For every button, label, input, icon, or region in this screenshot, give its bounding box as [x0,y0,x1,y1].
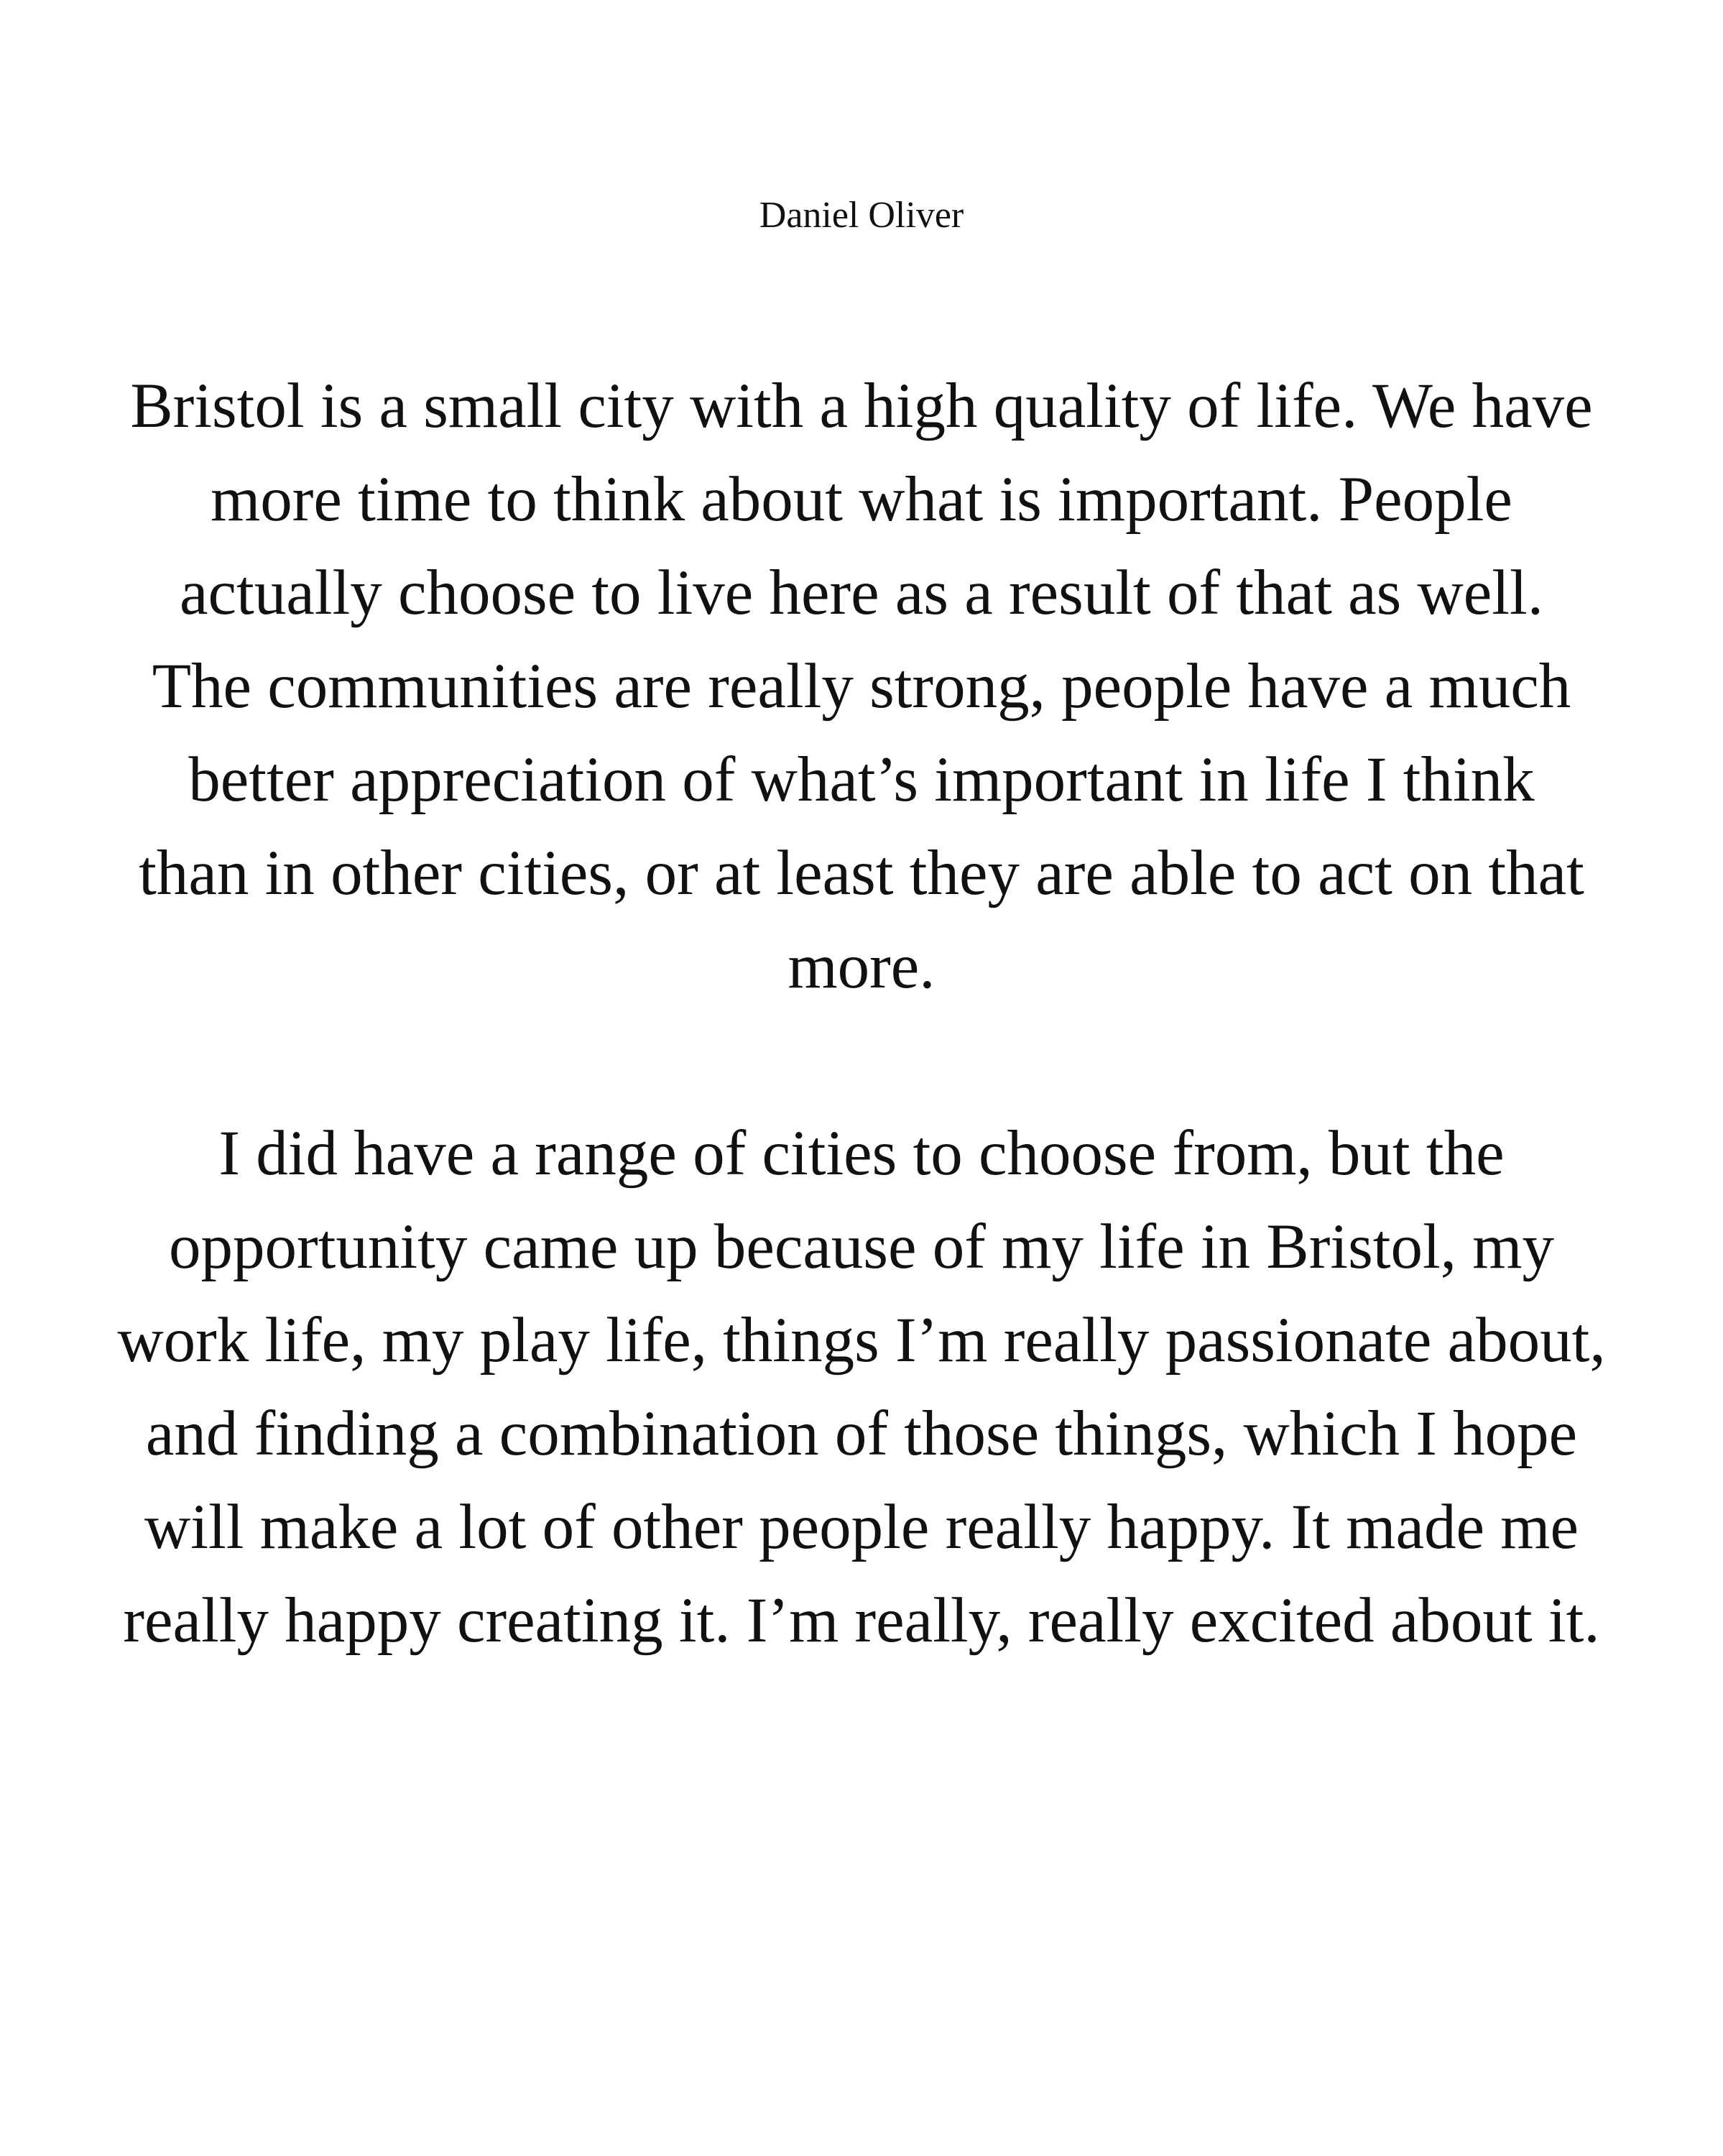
paragraph-line: The communities are really strong, people have a much [152,651,1571,722]
paragraph-line: actually choose to live here as a result of that as well. [180,558,1543,628]
paragraph-line: opportunity came up because of my life in Bristol, my [169,1212,1554,1282]
paragraph-line: will make a lot of other people really happy. It made me [144,1492,1579,1562]
paragraph-line: really happy creating it. I’m really, really excited about it. [123,1585,1600,1656]
paragraph-1 [0,359,1723,1013]
document-title: Daniel Oliver [759,195,964,236]
paragraph-line: more time to think about what is important. People [211,464,1512,535]
paragraph-line: I did have a range of cities to choose from, but the [218,1118,1505,1189]
paragraph-line: Bristol is a small city with a high quality of life. We have [130,371,1593,441]
paragraph-line: work life, my play life, things I’m really passionate about, [117,1305,1606,1376]
paragraph-line: than in other cities, or at least they are able to act on that [139,838,1584,908]
paragraph-line: more. [787,931,936,1002]
paragraph-line: and finding a combination of those things, which I hope [145,1399,1578,1469]
paragraph-line: better appreciation of what’s important in life I think [188,745,1535,815]
paragraph-2 [0,1107,1723,1667]
